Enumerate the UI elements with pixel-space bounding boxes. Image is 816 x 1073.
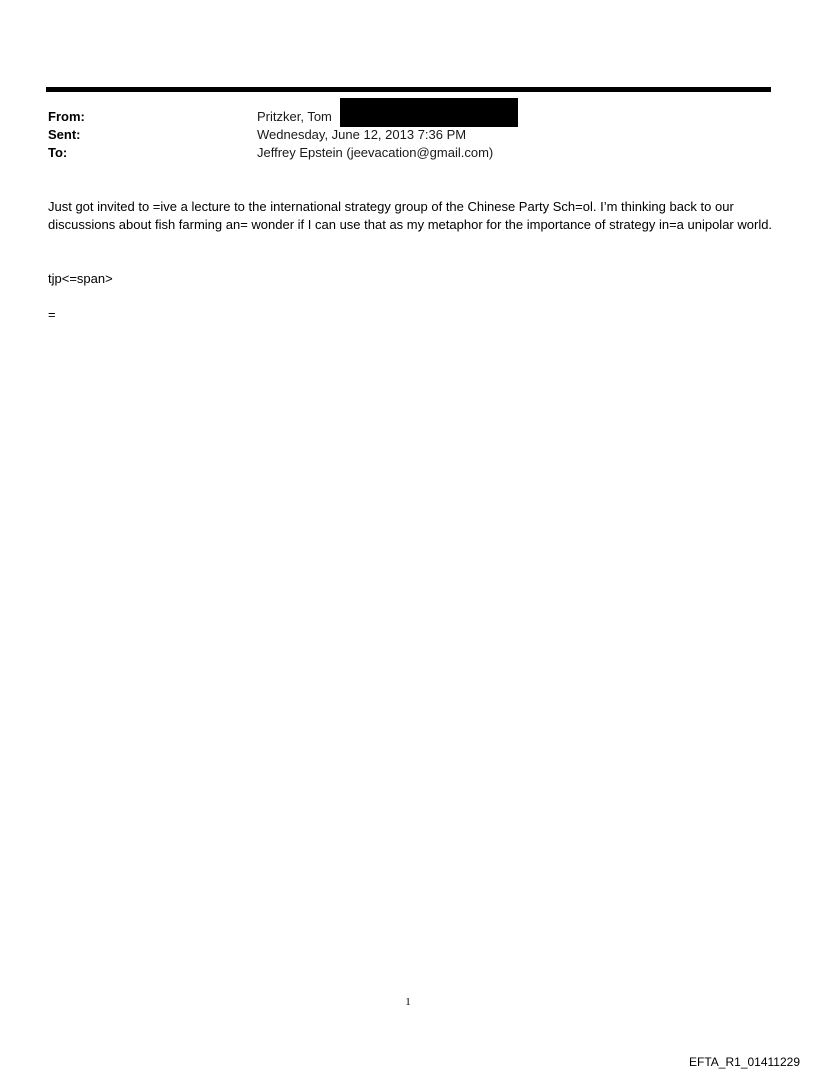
sent-label: Sent: [48,127,81,142]
signature: tjp<=span> [48,271,113,286]
message-body: Just got invited to =ive a lecture to the international strategy group of the Chinese Party Sch=ol. I’m thinking back to our discussions about fish farming an= wonder if I can use that as my metaphor for the importance of strategy in=a unipolar world. [48,199,773,232]
to-label: To: [48,145,68,160]
sent-value: Wednesday, June 12, 2013 7:36 PM [257,127,467,142]
from-value: Pritzker, Tom [257,109,332,124]
to-value: Jeffrey Epstein (jeevacation@gmail.com) [257,145,494,160]
page-number: 1 [405,996,411,1008]
message-trailer: = [48,307,56,322]
redaction-block [340,98,518,127]
header-divider [46,87,771,92]
document-id: EFTA_R1_01411229 [689,1055,800,1069]
from-label: From: [48,109,85,124]
